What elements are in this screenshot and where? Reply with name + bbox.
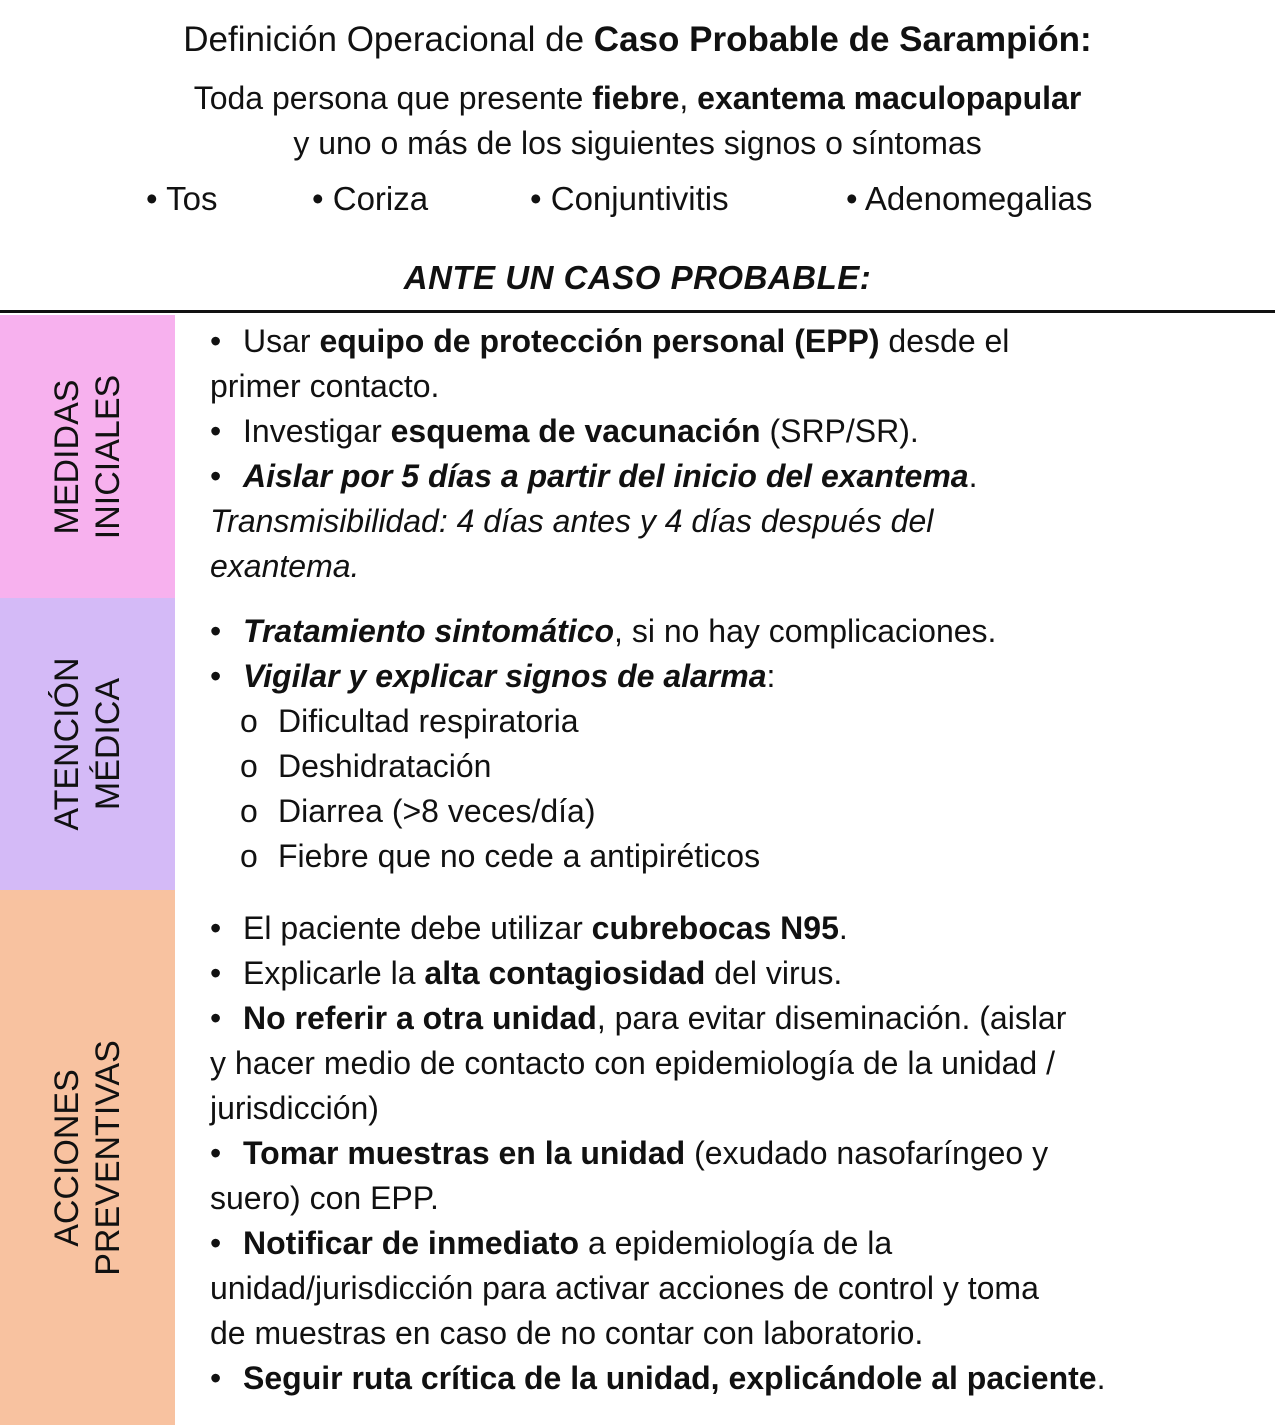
circle-bullet-icon: o — [240, 748, 258, 784]
list-item — [210, 319, 1260, 364]
item-text: , si no hay complicaciones. — [614, 613, 997, 649]
bullet-dot: • — [530, 180, 542, 217]
bullet-dot: • — [210, 1360, 222, 1396]
item-bold: equipo de protección personal (EPP) — [319, 323, 880, 359]
sub-item-text: Deshidratación — [278, 748, 492, 784]
circle-bullet-icon: o — [240, 793, 258, 829]
symptom-item — [146, 180, 218, 218]
definition-text: Toda persona que presente — [193, 80, 593, 116]
band-label-line-1: ACCIONES — [47, 1068, 86, 1247]
item-bold: Tomar muestras en la unidad — [243, 1135, 686, 1171]
definition-exantema: exantema maculopapular — [697, 80, 1082, 116]
sub-item — [210, 699, 1260, 744]
band-medidas-iniciales — [0, 315, 175, 598]
sub-item — [210, 789, 1260, 834]
bullet-dot: • — [210, 658, 222, 694]
item-text: , para evitar diseminación. (aislar — [596, 1000, 1067, 1036]
bullet-dot: • — [210, 323, 222, 359]
item-bold-italic: Aislar por 5 días a partir del inicio del exantema — [243, 458, 969, 494]
item-continuation: y hacer medio de contacto con epidemiología de la unidad / — [210, 1045, 1055, 1081]
symptom-coriza: Coriza — [332, 180, 429, 217]
item-bold: Seguir ruta crítica de la unidad, explicándole al paciente — [243, 1360, 1097, 1396]
item-bold: No referir a otra unidad — [243, 1000, 597, 1036]
item-bold: esquema de vacunación — [390, 413, 761, 449]
symptom-conjuntivitis: Conjuntivitis — [550, 180, 729, 217]
list-item — [210, 906, 1260, 951]
item-continuation: suero) con EPP. — [210, 1180, 439, 1216]
item-continuation: de muestras en caso de no contar con laboratorio. — [210, 1315, 924, 1351]
bullet-dot: • — [210, 458, 222, 494]
page-title — [0, 20, 1275, 60]
item-text: (SRP/SR). — [760, 413, 919, 449]
item-text: . — [968, 458, 978, 494]
item-text: a epidemiología de la — [579, 1225, 893, 1261]
definition-comma: , — [679, 80, 698, 116]
bullet-dot: • — [210, 1225, 222, 1261]
sub-item — [210, 834, 1260, 879]
circle-bullet-icon: o — [240, 703, 258, 739]
band-label-line-2: INICIALES — [88, 374, 127, 539]
section-heading: ANTE UN CASO PROBABLE: — [403, 259, 872, 296]
sub-item-text: Diarrea (>8 veces/día) — [278, 793, 596, 829]
acciones-content — [210, 906, 1260, 1401]
list-item — [210, 609, 1260, 654]
sub-item-text: Fiebre que no cede a antipiréticos — [278, 838, 761, 874]
symptom-adenomegalias: Adenomegalias — [864, 180, 1093, 217]
list-item — [210, 996, 1260, 1041]
list-item — [210, 1131, 1260, 1176]
sub-item-text: Dificultad respiratoria — [278, 703, 579, 739]
item-text: : — [766, 658, 776, 694]
circle-bullet-icon: o — [240, 838, 258, 874]
item-bold: cubrebocas N95 — [591, 910, 839, 946]
symptom-item — [846, 180, 1092, 218]
list-item — [210, 951, 1260, 996]
item-bold: Notificar de inmediato — [243, 1225, 580, 1261]
list-item — [210, 654, 1260, 699]
divider — [0, 310, 1275, 313]
item-text: Usar — [243, 323, 320, 359]
title-bold: Caso Probable de Sarampión: — [593, 20, 1092, 59]
item-text: desde el — [879, 323, 1010, 359]
item-text: Investigar — [243, 413, 391, 449]
band-acciones-preventivas — [0, 890, 175, 1425]
band-atencion-medica — [0, 598, 175, 890]
item-text: del virus. — [705, 955, 843, 991]
band-label — [47, 374, 129, 538]
item-text: Explicarle la — [243, 955, 425, 991]
list-item — [210, 409, 1260, 454]
list-item — [210, 454, 1260, 499]
band-label-line-2: MÉDICA — [88, 677, 127, 811]
item-text: (exudado nasofaríngeo y — [685, 1135, 1049, 1171]
item-bold-italic: Vigilar y explicar signos de alarma — [243, 658, 767, 694]
item-continuation: unidad/jurisdicción para activar acciones de control y toma — [210, 1270, 1039, 1306]
bullet-dot: • — [210, 955, 222, 991]
definition-line-2: y uno o más de los siguientes signos o síntomas — [293, 125, 982, 161]
symptom-item — [312, 180, 428, 218]
item-note: exantema. — [210, 548, 360, 584]
medidas-content — [210, 319, 1260, 589]
bullet-dot: • — [210, 1135, 222, 1171]
symptom-list — [0, 180, 1275, 220]
band-label — [47, 657, 129, 830]
list-item — [210, 1356, 1260, 1401]
band-label-line-2: PREVENTIVAS — [88, 1039, 127, 1276]
item-text: . — [838, 910, 848, 946]
item-bold-italic: Tratamiento sintomático — [243, 613, 615, 649]
sub-item — [210, 744, 1260, 789]
symptom-item — [530, 180, 729, 218]
atencion-content — [210, 609, 1260, 879]
item-text: El paciente debe utilizar — [243, 910, 592, 946]
bullet-dot: • — [846, 180, 858, 217]
item-bold: alta contagiosidad — [424, 955, 706, 991]
item-note: Transmisibilidad: 4 días antes y 4 días después del — [210, 503, 934, 539]
definition-line-1 — [0, 80, 1275, 117]
definition-fiebre: fiebre — [592, 80, 680, 116]
item-continuation: jurisdicción) — [210, 1090, 379, 1126]
list-item — [210, 1221, 1260, 1266]
bullet-dot: • — [146, 180, 158, 217]
band-label-line-1: MEDIDAS — [47, 379, 86, 534]
bullet-dot: • — [210, 413, 222, 449]
symptom-tos: Tos — [166, 180, 218, 217]
bullet-dot: • — [312, 180, 324, 217]
band-label-line-1: ATENCIÓN — [47, 657, 86, 831]
bullet-dot: • — [210, 613, 222, 649]
bullet-dot: • — [210, 910, 222, 946]
item-continuation: primer contacto. — [210, 368, 440, 404]
title-prefix: Definición Operacional de — [183, 20, 594, 59]
item-text: . — [1096, 1360, 1106, 1396]
bullet-dot: • — [210, 1000, 222, 1036]
band-label — [47, 1040, 129, 1276]
